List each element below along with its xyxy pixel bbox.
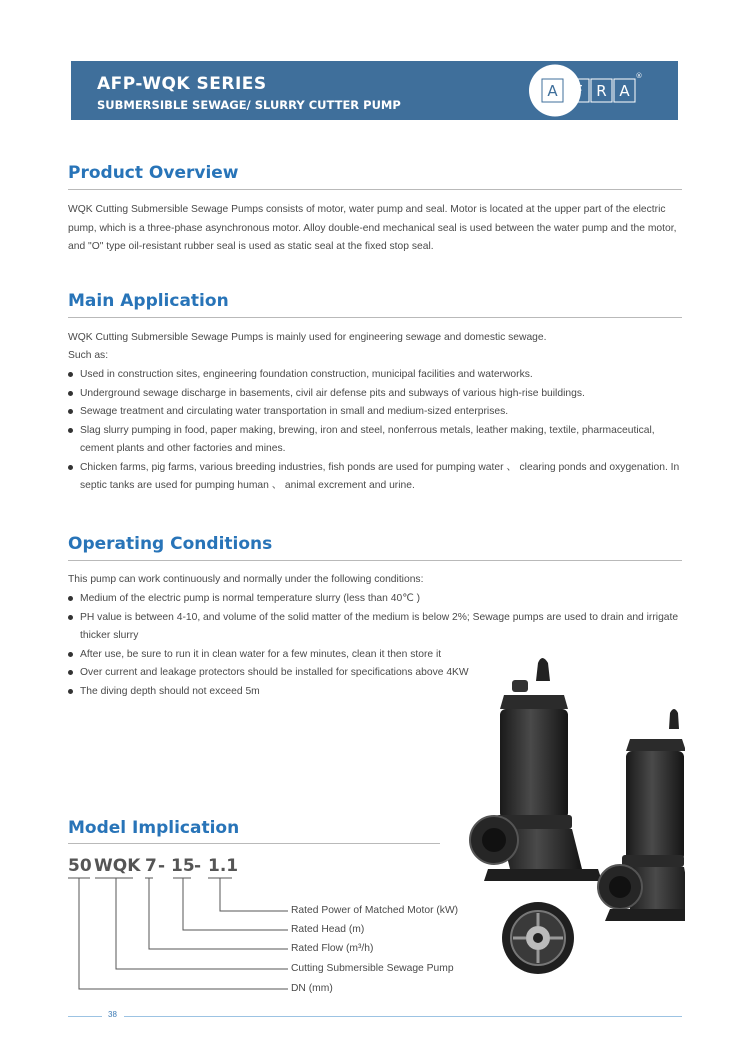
application-such-as: Such as:: [68, 350, 109, 361]
code-type: WQK: [94, 856, 141, 876]
application-intro: WQK Cutting Submersible Sewage Pumps is mainly used for engineering sewage and domestic sewage.: [68, 332, 547, 343]
afra-logo: [529, 63, 644, 118]
logo-letter-f: F: [574, 82, 583, 100]
list-item: Medium of the electric pump is normal temperature slurry (less than 40℃ ): [68, 590, 686, 609]
model-heading: Model Implication: [68, 818, 240, 838]
list-item: After use, be sure to run it in clean water for a few minutes, clean it then store it: [68, 646, 686, 665]
list-item: Over current and leakage protectors should be installed for specifications above 4KW: [68, 664, 686, 683]
code-dash-1: -: [158, 856, 166, 876]
footer-line-right: [124, 1016, 682, 1017]
impeller-disc: [502, 902, 574, 974]
conditions-heading: Operating Conditions: [68, 534, 273, 554]
code-power: 1.1: [208, 856, 239, 876]
code-head: 15: [171, 856, 195, 876]
series-title: AFP-WQK SERIES: [97, 74, 267, 94]
label-dn: DN (mm): [291, 983, 333, 994]
model-divider: [68, 843, 440, 844]
list-item: Used in construction sites, engineering foundation construction, municipal facilities and waterworks.: [68, 366, 686, 385]
series-subtitle: SUBMERSIBLE SEWAGE/ SLURRY CUTTER PUMP: [97, 98, 401, 112]
registered-mark: ®: [635, 72, 643, 80]
application-heading: Main Application: [68, 291, 229, 311]
list-item: Underground sewage discharge in basements, civil air defense pits and subways of various high-rise buildings.: [68, 385, 686, 404]
overview-divider: [68, 189, 682, 190]
pump-right: [598, 709, 685, 921]
application-list: [68, 366, 686, 496]
label-power: Rated Power of Matched Motor (kW): [291, 905, 459, 916]
list-item: The diving depth should not exceed 5m: [68, 683, 686, 702]
code-dash-2: -: [194, 856, 202, 876]
label-flow: Rated Flow (m³/h): [291, 943, 374, 954]
pump-left: [470, 658, 602, 881]
logo-letter-a1: A: [547, 82, 558, 100]
label-type: Cutting Submersible Sewage Pump: [291, 963, 454, 974]
logo-letter-r: R: [596, 82, 607, 100]
page-number: 38: [108, 1010, 117, 1019]
pump-illustration: [460, 655, 685, 985]
list-item: Chicken farms, pig farms, various breeding industries, fish ponds are used for pumping water 、 clearing ponds and oxygenation. In septic tanks are used for pumping human 、 animal excrement and urine.: [68, 459, 686, 496]
code-flow: 7: [145, 856, 157, 876]
label-head: Rated Head (m): [291, 924, 365, 935]
overview-text: WQK Cutting Submersible Sewage Pumps consists of motor, water pump and seal. Motor is located at the upper part of the electric pump, which is a three-phase asynchronous motor. Alloy double-end mechanical seal is used between the water pump and the motor, and "O" type oil-resistant rubber seal is used as static seal at the fixed stop seal.: [68, 204, 677, 252]
footer-line-left: [68, 1016, 102, 1017]
code-dn: 50: [68, 856, 92, 876]
logo-letter-a2: A: [619, 82, 630, 100]
conditions-divider: [68, 560, 682, 561]
header-banner: [71, 61, 678, 120]
application-divider: [68, 317, 682, 318]
list-item: PH value is between 4-10, and volume of the solid matter of the medium is below 2%; Sewage pumps are used to drain and irrigate thicker slurry: [68, 609, 686, 646]
conditions-intro: This pump can work continuously and normally under the following conditions:: [68, 574, 424, 585]
overview-heading: Product Overview: [68, 163, 239, 183]
list-item: Slag slurry pumping in food, paper making, brewing, iron and steel, nonferrous metals, leather making, textile, pharmaceutical, cement plants and other factories and mines.: [68, 422, 686, 459]
list-item: Sewage treatment and circulating water transportation in small and medium-sized enterprises.: [68, 403, 686, 422]
